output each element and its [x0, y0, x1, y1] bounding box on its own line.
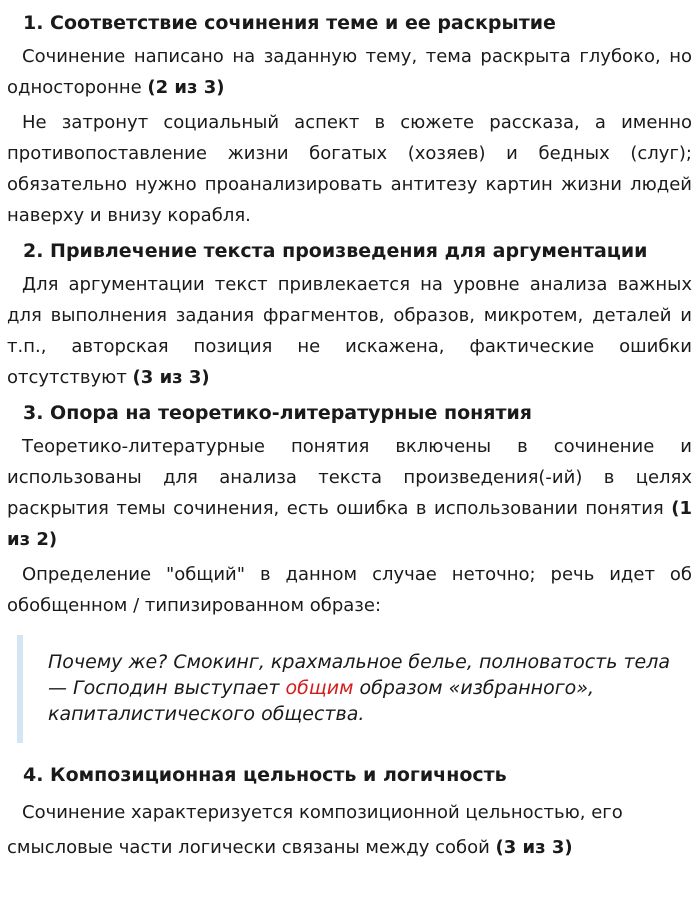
section-paragraph: Определение "общий" в данном случае неточно; речь идет об обобщенном / типизированном образе:: [7, 564, 692, 616]
section-heading-composition: 4. Композиционная цельность и логичность: [23, 764, 507, 786]
score-badge: (2 из 3): [147, 77, 225, 98]
score-badge: (1 из 2): [7, 498, 692, 550]
section-paragraph: [7, 431, 692, 555]
paragraph-text: Теоретико-литературные понятия включены в сочинение и использованы для анализа текста произведения(-ий) в целях раскрытия темы сочинения, есть ошибка в использовании понятия: [7, 436, 692, 519]
section-paragraph: [7, 795, 692, 865]
section-heading-argumentation: 2. Привлечение текста произведения для аргументации: [23, 240, 648, 262]
section-heading-topic: 1. Соответствие сочинения теме и ее раскрытие: [23, 12, 556, 34]
section-paragraph: Не затронут социальный аспект в сюжете рассказа, а именно противопоставление жизни богатых (хозяев) и бедных (слуг); обязательно нужно проанализировать антитезу картин жизни людей наверху и внизу корабля.: [7, 112, 692, 226]
quote-text: Почему же? Смокинг, крахмальное белье, полноватость тела — Господин выступает: [48, 651, 671, 699]
section-paragraph: [7, 269, 692, 393]
score-badge: (3 из 3): [495, 837, 573, 858]
paragraph-text: Для аргументации текст привлекается на уровне анализа важных для выполнения задания фрагментов, образов, микротем, деталей и т.п., авторская позиция не искажена, фактические ошибки отсутствуют: [7, 274, 692, 388]
quote-text: образом «избранного», капиталистического общества.: [48, 677, 595, 725]
paragraph-text: Сочинение характеризуется композиционной цельностью, его смысловые части логически связаны между собой: [7, 802, 623, 858]
score-badge: (3 из 3): [132, 367, 210, 388]
highlighted-word: общим: [285, 677, 354, 699]
section-paragraph: [7, 41, 692, 103]
review-document: [0, 11, 700, 865]
essay-quote: [17, 635, 692, 743]
section-heading-theory: 3. Опора на теоретико-литературные понятия: [23, 402, 532, 424]
paragraph-text: Сочинение написано на заданную тему, тема раскрыта глубоко, но односторонне: [7, 46, 692, 98]
